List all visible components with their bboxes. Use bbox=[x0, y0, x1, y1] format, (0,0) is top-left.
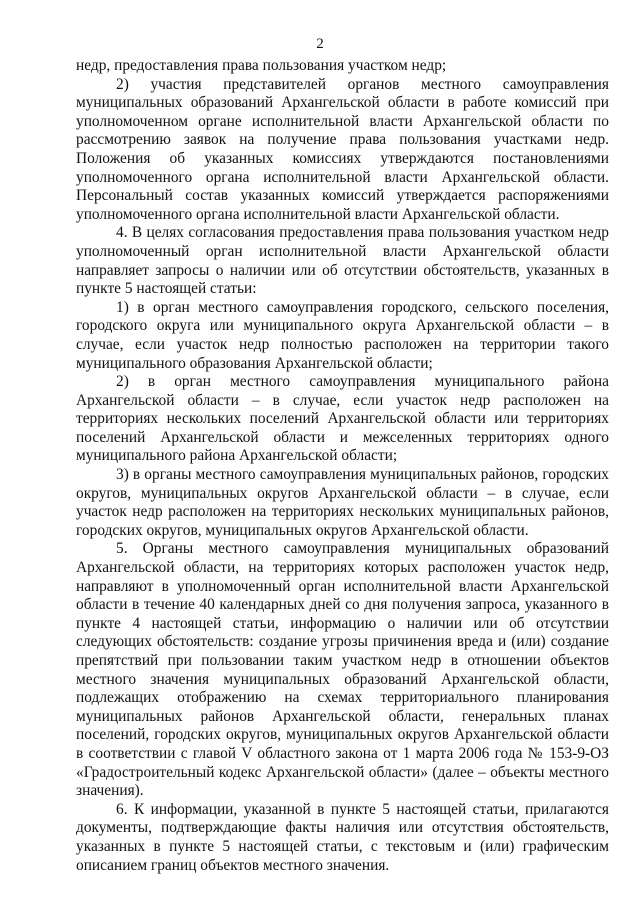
paragraph-section-5: 5. Органы местного самоуправления муниципальных образований Архангельской области, на территориях которых расположен участок недр, направляют в уполномоченный орган исполнительной власти Архангельской области в течение 40 календарных дней со дня получения запроса, указанного в пункте 4 настоящей статьи, информацию о наличии или об отсутствии следующих обстоятельств: создание угрозы причинения вреда и (или) создание препятствий при пользовании таким участком недр в отношении объектов местного значения муниципальных образований Архангельской области, подлежащих отображению на схемах территориального планирования муниципальных районов Архангельской области, генеральных планах поселений, городских округов, муниципальных округов Архангельской области в соответствии с главой V областного закона от 1 марта 2006 года № 153-9-ОЗ «Градостроительный кодекс Архангельской области» (далее – объекты местного значения). bbox=[76, 540, 609, 800]
paragraph-section-6: 6. К информации, указанной в пункте 5 настоящей статьи, прилагаются документы, подтверждающие факты наличия или отсутствия обстоятельств, указанных в пункте 5 настоящей статьи, с текстовым и (или) графическим описанием границ объектов местного значения. bbox=[76, 800, 609, 874]
paragraph-section-4: 4. В целях согласования предоставления права пользования участком недр уполномоченный орган исполнительной власти Архангельской области направляет запросы о наличии или об отсутствии обстоятельств, указанных в пункте 5 настоящей статьи: bbox=[76, 224, 609, 298]
paragraph-continuation: недр, предоставления права пользования участком недр; bbox=[76, 57, 447, 74]
page-number: 2 bbox=[316, 36, 324, 52]
paragraph-item-2-commissions: 2) участия представителей органов местного самоуправления муниципальных образований Архангельской области в работе комиссий при уполномоченном органе исполнительной власти Архангельской области по рассмотрению заявок на получение права пользования участками недр. Положения об указанных комиссиях утверждаются постановлениями уполномоченного органа исполнительной власти Архангельской области. Персональный состав указанных комиссий утверждается распоряжениями уполномоченного органа исполнительной власти Архангельской области. bbox=[76, 75, 609, 223]
document-body bbox=[76, 57, 609, 875]
paragraph-section-4-item-3: 3) в органы местного самоуправления муниципальных районов, городских округов, муниципальных округов Архангельской области – в случае, если участок недр расположен на территориях нескольких муниципальных районов, городских округов, муниципальных округов Архангельской области. bbox=[76, 466, 609, 539]
paragraph-section-4-item-1: 1) в орган местного самоуправления городского, сельского поселения, городского округа или муниципального округа Архангельской области – в случае, если участок недр полностью расположен на территории такого муниципального образования Архангельской области; bbox=[76, 298, 609, 372]
paragraph-section-4-item-2: 2) в орган местного самоуправления муниципального района Архангельской области – в случае, если участок недр расположен на территориях нескольких поселений Архангельской области или территориях поселений Архангельской области и межселенных территориях одного муниципального района Архангельской области; bbox=[76, 373, 609, 465]
